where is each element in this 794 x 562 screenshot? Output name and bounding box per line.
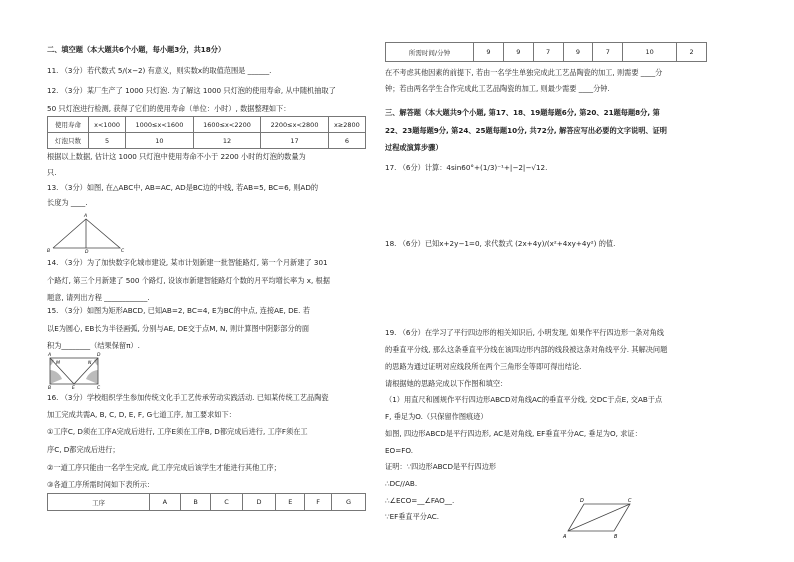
table-cell: E	[276, 494, 305, 511]
table-cell: 1600≤x<2200	[193, 117, 261, 133]
rectangle-figure	[44, 352, 104, 390]
section3-line2: 22、23题每题9分, 第24、25题每题10分, 共72分, 解答应写出必要的文字说明、证明	[385, 126, 667, 135]
table-cell: 2	[677, 43, 707, 62]
parallelogram-figure	[560, 496, 635, 541]
q19-line1: 19. （6分）在学习了平行四边形的相关知识后, 小明发现, 如果作平行四边形一条对角线	[385, 328, 664, 337]
q19-line12: ∵EF垂直平分AC.	[385, 512, 440, 521]
q15-line3: 积为________（结果保留π）.	[47, 341, 140, 350]
q14-line2: 个路灯, 第三个月新建了 500 个路灯, 设该市新建智能路灯个数的月平均增长率为 x, 根据	[47, 276, 330, 285]
table-cell: 10	[623, 43, 677, 62]
table-cell: A	[150, 494, 181, 511]
table-cell: 9	[563, 43, 593, 62]
lifespan-table	[47, 116, 366, 149]
table-cell: C	[211, 494, 242, 511]
q16-line3: ①工序C, D须在工序A完成后进行, 工序E须在工序B, D都完成后进行, 工序F须在工	[47, 427, 308, 436]
table-cell: D	[242, 494, 276, 511]
label-a: A	[563, 534, 567, 540]
q19-line4: 请根据她的思路完成以下作图和填空：	[385, 379, 508, 388]
table-cell: B	[180, 494, 211, 511]
process-table-header	[47, 493, 366, 511]
q19-line9: 证明：∵四边形ABCD是平行四边形	[385, 462, 497, 471]
q14-line3: 题意, 请列出方程 ____________.	[47, 293, 150, 302]
section3-line3: 过程或演算步骤）	[385, 143, 443, 152]
table-cell: 工序	[48, 494, 150, 511]
label-e: E	[72, 386, 75, 390]
q16-line8: 钟；若由两名学生合作完成此工艺品陶瓷的加工, 则最少需要 ____分钟.	[385, 84, 610, 93]
table-cell: 使用寿命	[48, 117, 89, 133]
q16-line6: ③各道工序所需时间如下表所示：	[47, 480, 155, 489]
q13-line1: 13. （3分）如图, 在△ABC中, AB=AC, AD是BC边的中线, 若AB=5, BC=6, 则AD的	[47, 183, 319, 192]
table-cell: 7	[593, 43, 623, 62]
table-cell: 12	[193, 133, 261, 149]
table-cell: 灯泡只数	[48, 133, 89, 149]
table-cell: 10	[126, 133, 194, 149]
label-d: D	[97, 353, 101, 358]
q16-line5: ②一道工序只能由一名学生完成, 此工序完成后该学生才能进行其他工序；	[47, 463, 281, 472]
table-cell: F	[305, 494, 332, 511]
q14-line1: 14. （3分）为了加快数字化城市建设, 某市计划新建一批智能路灯, 第一个月新建了 301	[47, 258, 328, 267]
table-row	[386, 43, 707, 62]
q16-line7: 在不考虑其他因素的前提下, 若由一名学生单独完成此工艺品陶瓷的加工, 则需要 ____分	[385, 68, 663, 77]
q16-line4: 序C, D都完成后进行；	[47, 445, 120, 454]
triangle-figure	[45, 212, 130, 254]
label-c: C	[97, 386, 101, 390]
q16-line2: 加工完成共需A, B, C, D, E, F, G七道工序, 加工要求如下：	[47, 410, 236, 419]
label-n: N	[88, 361, 92, 366]
q19-line7: 如图, 四边形ABCD是平行四边形, AC是对角线, EF垂直平分AC, 垂足为O, 求证：	[385, 429, 642, 438]
q19-line6: F, 垂足为O.（只保留作图痕迹）	[385, 412, 488, 421]
label-a: A	[48, 353, 52, 358]
q19-line8: EO=FO.	[385, 446, 414, 455]
label-c: C	[121, 249, 125, 254]
q12-line3: 根据以上数据, 估计这 1000 只灯泡中使用寿命不小于 2200 小时的灯泡的数量为	[47, 152, 306, 161]
table-cell: 7	[533, 43, 563, 62]
table-cell: 2200≤x<2800	[261, 117, 329, 133]
q19-line3: 的思路为通过证明对应线段所在两个三角形全等即可得出结论.	[385, 362, 582, 371]
label-a: A	[84, 214, 88, 219]
label-c: C	[628, 498, 632, 504]
table-cell: 5	[89, 133, 126, 149]
label-b: B	[614, 534, 618, 540]
table-cell: 9	[474, 43, 504, 62]
table-cell: 1000≤x<1600	[126, 117, 194, 133]
process-table-times	[385, 42, 707, 62]
table-row	[48, 117, 366, 133]
table-row	[48, 133, 366, 149]
q12-line2: 50 只灯泡进行检测, 获得了它们的使用寿命（单位：小时）, 数据整理如下：	[47, 104, 291, 113]
q15-line2: 以E为圆心, EB长为半径画弧, 分别与AE, DE交于点M, N, 则计算图中阴影部分的面	[47, 324, 310, 333]
section3-line1: 三、解答题（本大题共9个小题, 第17、18、19题每题6分, 第20、21题每题8分, 第	[385, 108, 660, 117]
table-cell: x≥2800	[328, 117, 365, 133]
table-cell: x<1000	[89, 117, 126, 133]
label-d: D	[580, 498, 584, 504]
q12-line1: 12. （3分）某厂生产了 1000 只灯泡. 为了解这 1000 只灯泡的使用寿命, 从中随机抽取了	[47, 86, 336, 95]
table-cell: 9	[503, 43, 533, 62]
q16-line1: 16. （3分）学校组织学生参加传统文化手工艺传承劳动实践活动. 已知某传统工艺品陶瓷	[47, 393, 329, 402]
table-row	[48, 494, 366, 511]
q17-text: 17. （6分）计算：4sin60°+(1/3)⁻¹+|−2|−√12.	[385, 163, 548, 172]
table-cell: G	[331, 494, 365, 511]
label-m: M	[56, 361, 60, 366]
table-cell: 6	[328, 133, 365, 149]
q18-text: 18. （6分）已知x+2y−1=0, 求代数式 (2x+4y)/(x²+4xy+4y²) 的值.	[385, 239, 616, 248]
q12-line4: 只.	[47, 168, 57, 177]
section2-title: 二、填空题（本大题共6个小题，每小题3分，共18分）	[47, 45, 226, 54]
label-b: B	[48, 386, 52, 390]
q19-line5: （1）用直尺和圆规作平行四边形ABCD对角线AC的垂直平分线, 交DC于点E, 交AB于点	[385, 395, 663, 404]
q19-line10: ∴DC//AB.	[385, 479, 418, 488]
q11-text: 11. （3分）若代数式 5/(x−2) 有意义，则实数x的取值范围是 ______.	[47, 66, 272, 75]
q15-line1: 15. （3分）如图为矩形ABCD, 已知AB=2, BC=4, E为BC的中点, 连接AE, DE. 若	[47, 306, 310, 315]
table-cell: 17	[261, 133, 329, 149]
label-d: D	[85, 250, 89, 254]
label-b: B	[47, 249, 51, 254]
table-cell: 所需时间/分钟	[386, 43, 474, 62]
q19-line2: 的垂直平分线, 那么这条垂直平分线在该四边形内部的线段被这条对角线平分. 其解决问题	[385, 345, 668, 354]
q13-line2: 长度为 ____.	[47, 198, 88, 207]
q19-line11: ∴∠ECO=__∠FAO__.	[385, 496, 455, 505]
